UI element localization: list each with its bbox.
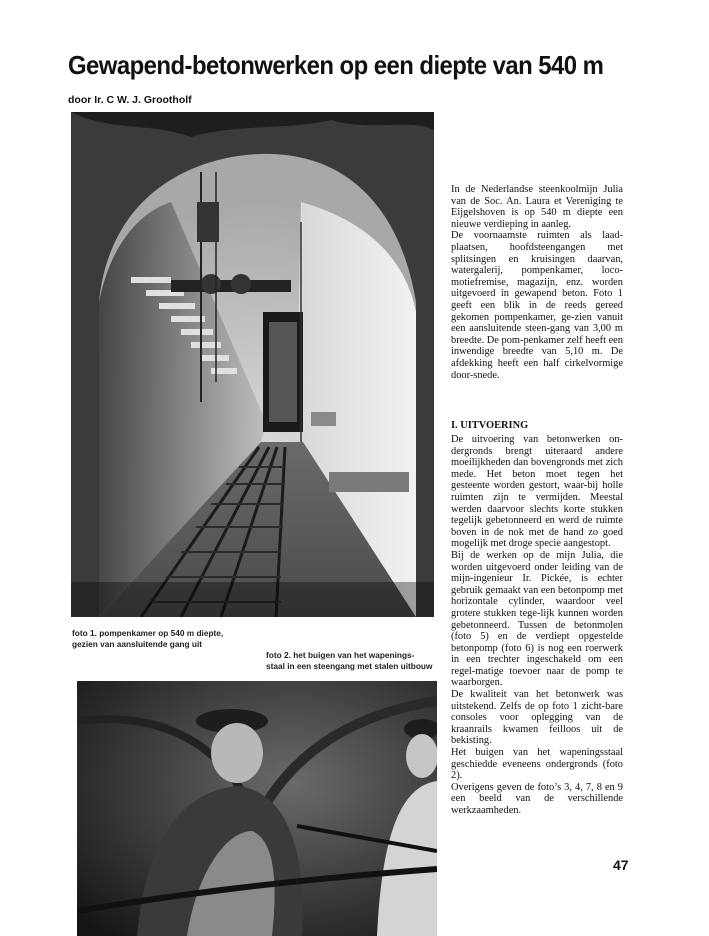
- paragraph: De voornaamste ruimten als laad-plaatsen, hoofdsteengangen met splitsingen en kruisingen daarvan, watergalerij, pompenkamer, loco-motiefremise, magazijn, enz. worden uitgevoerd in gewapend beton. Foto 1 geeft een blik in de reeds gereed gekomen pompenkamer, ge-zien vanuit een aansluitende steen-gang van 3,00 m breedte. De pom-penkamer zelf heeft een inwendige breedte van 5,10 m. De afdekking heeft een half cirkelvormige door-snede.: [451, 230, 623, 381]
- article-section-body: [451, 434, 623, 817]
- caption-foto-2: [266, 650, 446, 671]
- photo-workers-bending-steel: [77, 681, 437, 936]
- caption-line: foto 1. pompenkamer op 540 m diepte,: [72, 628, 224, 638]
- caption-line: gezien van aansluitende gang uit: [72, 638, 203, 649]
- paragraph: Bij de werken op de mijn Julia, die worden uitgevoerd onder leiding van de mijn-ingenieur Ir. Pickée, is echter gebruik gemaakt van een betonpomp met horizontale cylinder, waardoor veel grotere stukken tege-lijk kunnen worden gebetonneerd. Tussen de betonmolen (foto 5) en de verdiept opgestelde betonpomp (foto 6) is nog een roerwerk in een trechter ingeschakeld om een regel-matige toevoer naar de pomp te waarborgen.: [451, 549, 623, 689]
- paragraph: Het buigen van het wapeningsstaal geschiedde eveneens ondergronds (foto 2).: [451, 747, 623, 782]
- byline: door Ir. C W. J. Grootholf: [68, 94, 192, 106]
- article-intro: [451, 184, 623, 381]
- caption-line: foto 2. het buigen van het wapenings-: [266, 650, 415, 660]
- paragraph: Overigens geven de foto’s 3, 4, 7, 8 en 9 een beeld van de verschillende werkzaamheden.: [451, 781, 623, 816]
- article-title: Gewapend-betonwerken op een diepte van 540 m: [68, 50, 604, 80]
- paragraph: De uitvoering van betonwerken on-dergronds brengt uiteraard andere moeilijkheden dan bovengronds met zich mede. Het beton moet tegen het gesteente worden gestort, waar-bij holle ruimten zijn te vermijden. Meestal werden daarvoor slechts korte stukken tegelijk gebetonneerd en werd de ruimte boven in de nok met de hand zo goed mogelijk met droge specie aangestopt.: [451, 434, 623, 550]
- caption-foto-1: [72, 628, 272, 649]
- paragraph: In de Nederlandse steenkoolmijn Julia van de Soc. An. Laura et Vereniging te Eijgelshoven is op 540 m diepte een nieuwe verdieping in aanleg.: [451, 184, 623, 230]
- section-heading: I. UITVOERING: [451, 420, 529, 431]
- photo-pump-chamber: [71, 112, 434, 617]
- paragraph: De kwaliteit van het betonwerk was uitstekend. Zelfs de op foto 1 zicht-bare consoles voor oplegging van de kraanrails kwamen feilloos uit de bekisting.: [451, 689, 623, 747]
- page-number: 47: [613, 857, 629, 873]
- caption-line: staal in een steengang met stalen uitbouw: [266, 660, 433, 671]
